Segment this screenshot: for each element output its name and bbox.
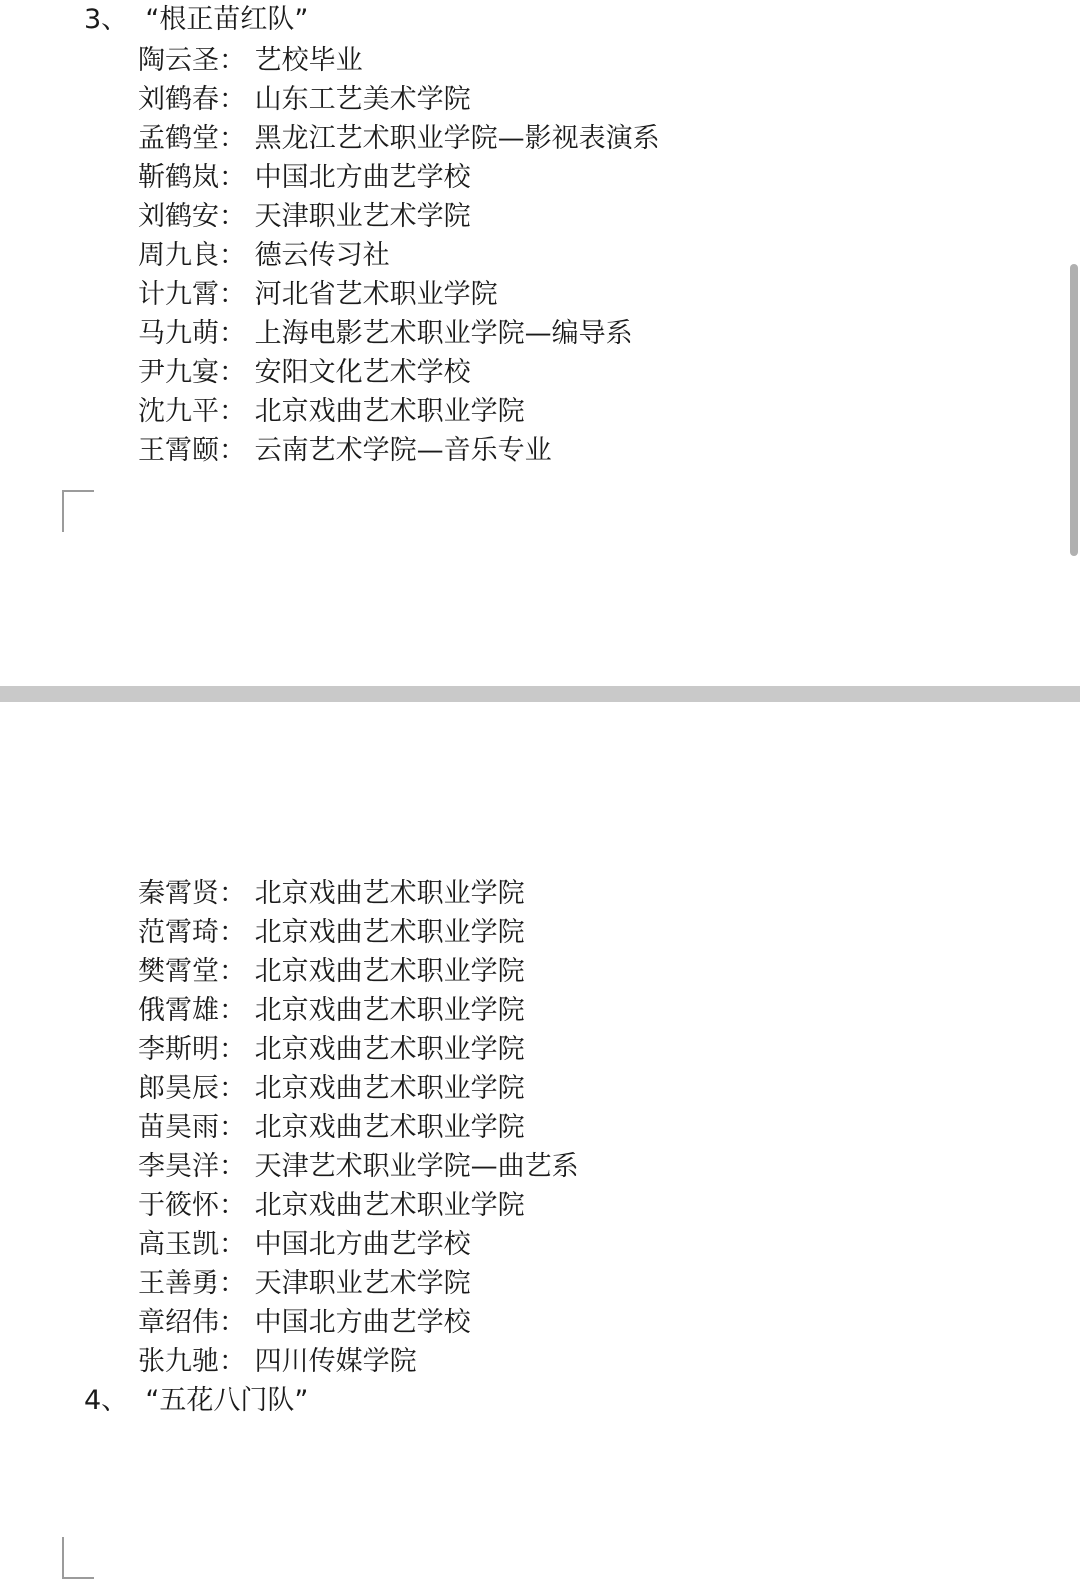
list-item: 苗昊雨： 北京戏曲艺术职业学院 bbox=[138, 1112, 525, 1143]
list-item: 李昊洋： 天津艺术职业学院—曲艺系 bbox=[138, 1151, 579, 1182]
list-item: 周九良： 德云传习社 bbox=[138, 240, 390, 271]
list-item: 靳鹤岚： 中国北方曲艺学校 bbox=[138, 162, 471, 193]
list-item: 章绍伟： 中国北方曲艺学校 bbox=[138, 1307, 471, 1338]
page-1-content bbox=[0, 0, 1080, 470]
list-item: 李斯明： 北京戏曲艺术职业学院 bbox=[138, 1034, 525, 1065]
list-item: 陶云圣： 艺校毕业 bbox=[138, 45, 363, 76]
list-item: 樊霄堂： 北京戏曲艺术职业学院 bbox=[138, 956, 525, 987]
list-item: 刘鹤安： 天津职业艺术学院 bbox=[138, 201, 471, 232]
list-item: 高玉凯： 中国北方曲艺学校 bbox=[138, 1229, 471, 1260]
scrollbar-thumb[interactable] bbox=[1070, 264, 1078, 556]
page-margin-corner-mark-icon bbox=[62, 1537, 94, 1579]
list-item: 王霄颐： 云南艺术学院—音乐专业 bbox=[138, 435, 552, 466]
document-page-2 bbox=[0, 702, 1080, 1440]
page-2-entry-list bbox=[0, 874, 1080, 1381]
list-item: 马九萌： 上海电影艺术职业学院—编导系 bbox=[138, 318, 633, 349]
list-item: 郎昊辰： 北京戏曲艺术职业学院 bbox=[138, 1073, 525, 1104]
list-item: 俄霄雄： 北京戏曲艺术职业学院 bbox=[138, 995, 525, 1026]
page-break-separator bbox=[0, 686, 1080, 702]
document-page-1 bbox=[0, 0, 1080, 686]
section-heading-3: 3、 “根正苗红队” bbox=[84, 4, 309, 35]
list-item: 于筱怀： 北京戏曲艺术职业学院 bbox=[138, 1190, 525, 1221]
vertical-scrollbar[interactable] bbox=[1068, 0, 1080, 1440]
list-item: 张九驰： 四川传媒学院 bbox=[138, 1346, 417, 1377]
page-1-entry-list bbox=[0, 39, 1080, 470]
list-item: 尹九宴： 安阳文化艺术学校 bbox=[138, 357, 471, 388]
list-item: 王善勇： 天津职业艺术学院 bbox=[138, 1268, 471, 1299]
list-item: 秦霄贤： 北京戏曲艺术职业学院 bbox=[138, 878, 525, 909]
page-margin-corner-mark-icon bbox=[62, 490, 94, 532]
list-item: 沈九平： 北京戏曲艺术职业学院 bbox=[138, 396, 525, 427]
list-item: 计九霄： 河北省艺术职业学院 bbox=[138, 279, 498, 310]
page-2-content bbox=[0, 702, 1080, 1420]
list-item: 范霄琦： 北京戏曲艺术职业学院 bbox=[138, 917, 525, 948]
list-item: 刘鹤春： 山东工艺美术学院 bbox=[138, 84, 471, 115]
list-item: 孟鹤堂： 黑龙江艺术职业学院—影视表演系 bbox=[138, 123, 660, 154]
page-2-top-margin bbox=[0, 702, 1080, 874]
section-heading-4: 4、 “五花八门队” bbox=[84, 1385, 309, 1416]
